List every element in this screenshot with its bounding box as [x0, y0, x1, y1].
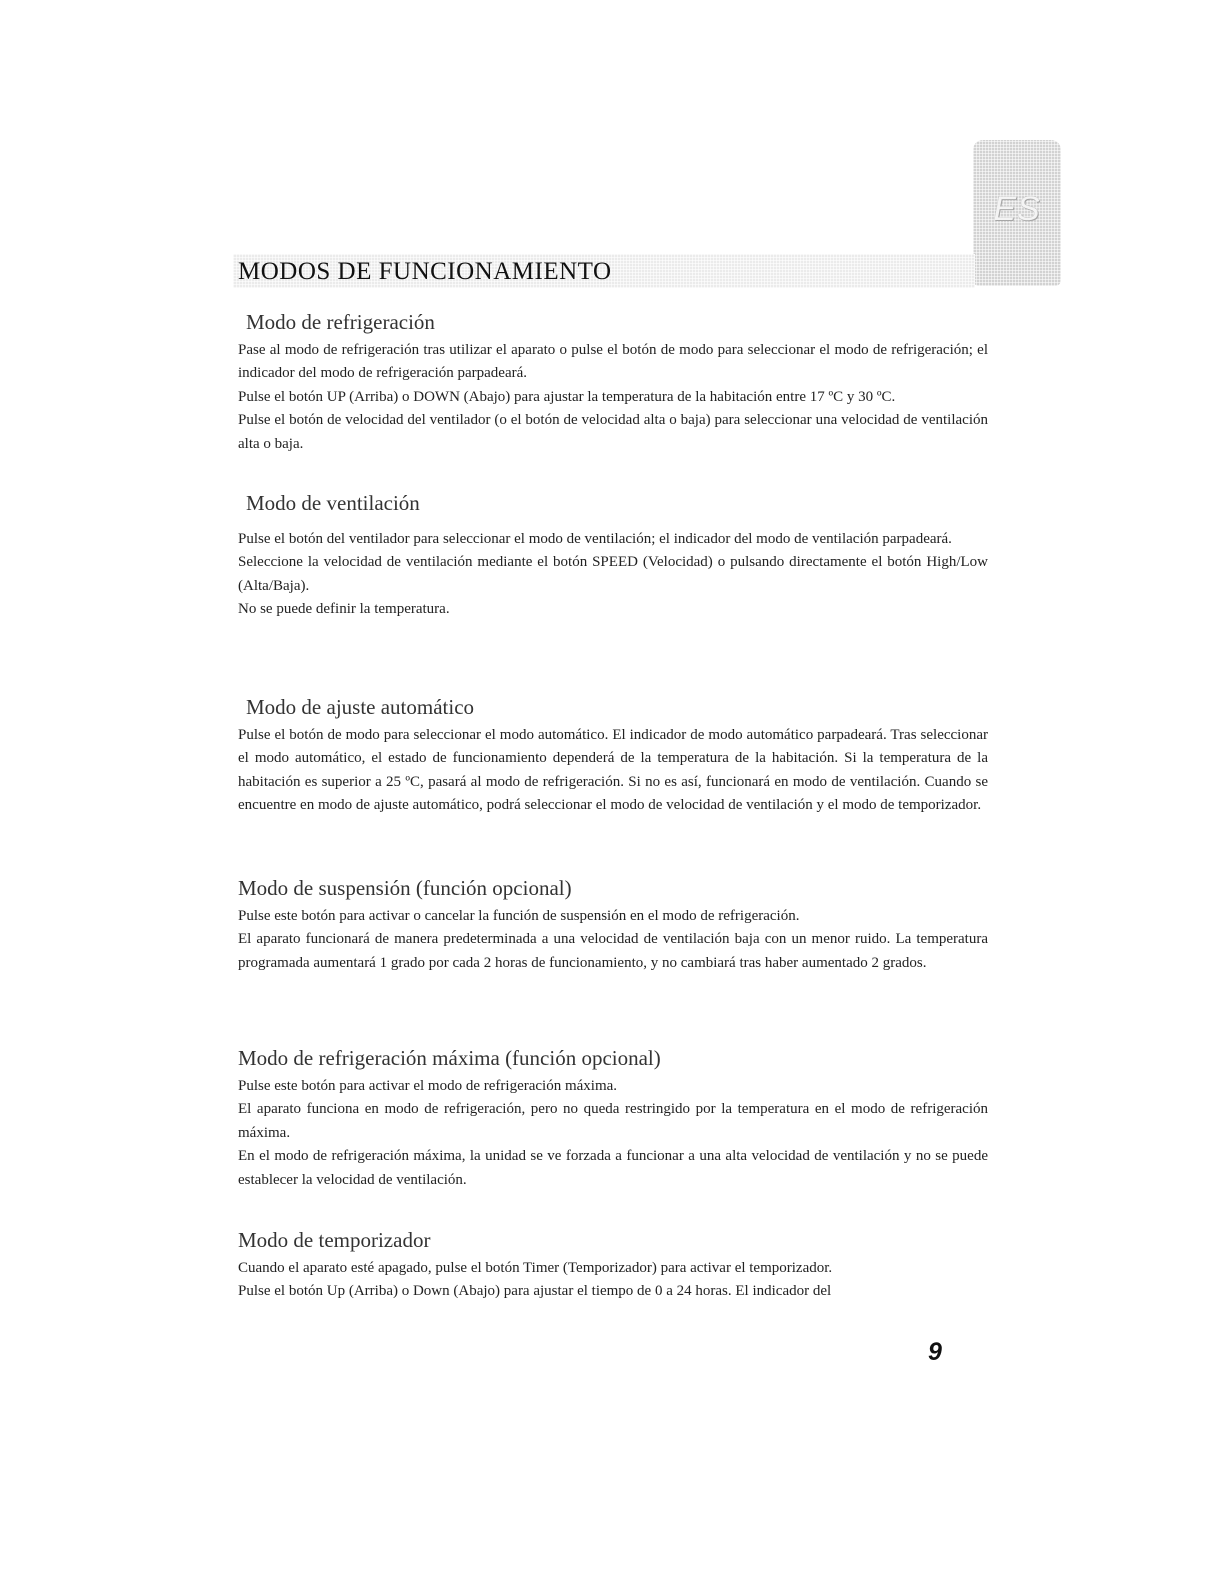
paragraph: Pulse el botón de modo para seleccionar el modo automático. El indicador de modo automático parpadeará. Tras seleccionar el modo automático, el estado de funcionamiento dependerá de la temperatura de la habitación. Si la temperatura de la habitación es superior a 25 ºC, pasará al modo de refrigeración. Si no es así, funcionará en modo de ventilación. Cuando se encuentre en modo de ajuste automático, podrá seleccionar el modo de velocidad de ventilación y el modo de temporizador.: [238, 727, 988, 814]
paragraph: Pulse el botón de velocidad del ventilador (o el botón de velocidad alta o baja) para seleccionar una velocidad de ventilación alta o baja.: [238, 412, 988, 452]
paragraph: El aparato funcionará de manera predeterminada a una velocidad de ventilación baja con un menor ruido. La temperatura programada aumentará 1 grado por cada 2 horas de funcionamiento, y no cambiará tras haber aumentado 2 grados.: [238, 931, 988, 971]
paragraph: Seleccione la velocidad de ventilación mediante el botón SPEED (Velocidad) o pulsando directamente el botón High/Low (Alta/Baja).: [238, 554, 988, 594]
page-title: MODOS DE FUNCIONAMIENTO: [238, 258, 612, 285]
section-sleep-mode: [238, 875, 988, 975]
section-heading: Modo de temporizador: [238, 1228, 431, 1252]
section-heading: Modo de suspensión (función opcional): [238, 876, 572, 900]
section-heading: Modo de refrigeración: [246, 310, 435, 334]
paragraph: Pase al modo de refrigeración tras utilizar el aparato o pulse el botón de modo para seleccionar el modo de refrigeración; el indicador del modo de refrigeración parpadeará.: [238, 342, 988, 382]
paragraph: No se puede definir la temperatura.: [238, 601, 450, 618]
section-auto-mode: [238, 694, 988, 818]
paragraph: El aparato funciona en modo de refrigeración, pero no queda restringido por la temperatura en el modo de refrigeración máxima.: [238, 1101, 988, 1141]
section-heading: Modo de ajuste automático: [246, 695, 475, 719]
section-cooling-mode: [238, 309, 988, 456]
paragraph: Pulse este botón para activar el modo de refrigeración máxima.: [238, 1078, 618, 1094]
language-tab: [973, 140, 1061, 286]
page-number: 9: [928, 1338, 942, 1366]
language-tab-label: ES: [993, 190, 1041, 228]
paragraph: Cuando el aparato esté apagado, pulse el botón Timer (Temporizador) para activar el temporizador.: [238, 1260, 833, 1276]
section-timer-mode: [238, 1227, 988, 1304]
section-max-cooling-mode: [238, 1045, 988, 1192]
paragraph: Pulse el botón Up (Arriba) o Down (Abajo) para ajustar el tiempo de 0 a 24 horas. El indicador del: [238, 1283, 832, 1300]
section-heading: Modo de refrigeración máxima (función opcional): [238, 1046, 661, 1070]
paragraph: Pulse este botón para activar o cancelar la función de suspensión en el modo de refrigeración.: [238, 908, 800, 924]
paragraph: Pulse el botón del ventilador para seleccionar el modo de ventilación; el indicador del modo de ventilación parpadeará.: [238, 531, 952, 547]
section-heading: Modo de ventilación: [246, 491, 420, 515]
section-fan-mode: [238, 490, 988, 622]
paragraph: Pulse el botón UP (Arriba) o DOWN (Abajo) para ajustar la temperatura de la habitación entre 17 ºC y 30 ºC.: [238, 388, 896, 405]
paragraph: En el modo de refrigeración máxima, la unidad se ve forzada a funcionar a una alta velocidad de ventilación y no se puede establecer la velocidad de ventilación.: [238, 1148, 988, 1188]
